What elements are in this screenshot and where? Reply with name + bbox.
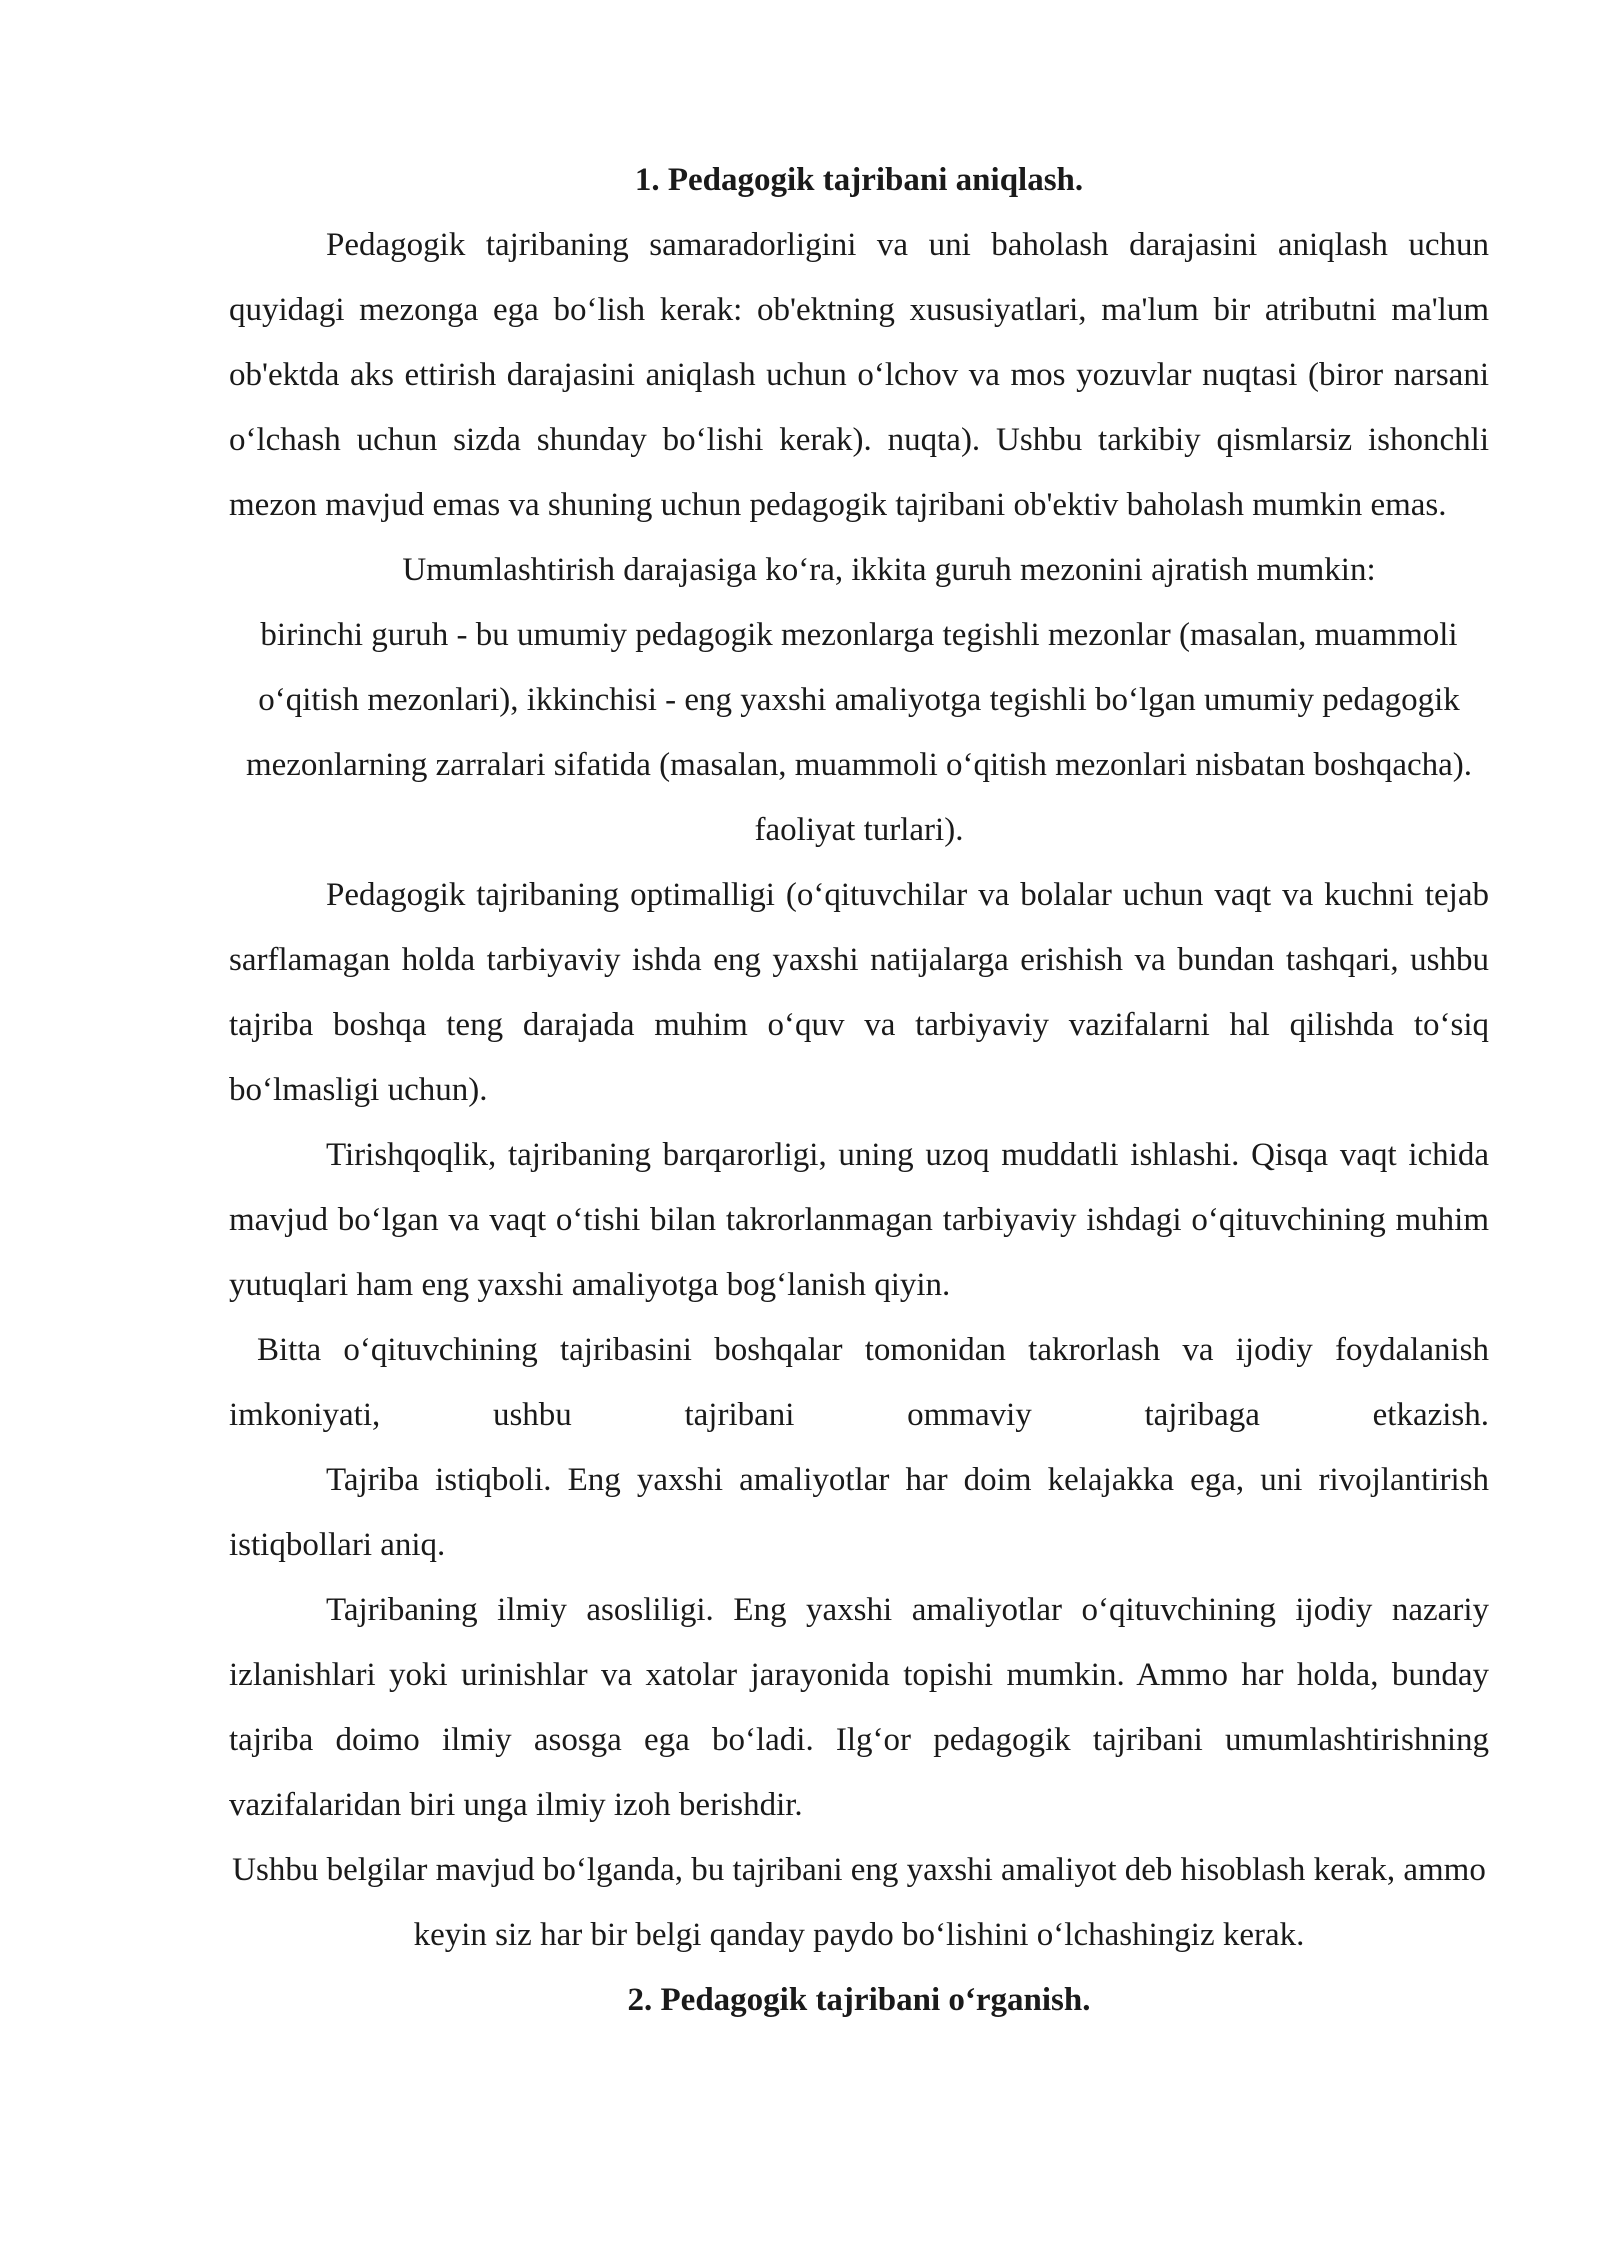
paragraph-scientific-basis: Tajribaning ilmiy asosliligi. Eng yaxshi amaliyotlar o‘qituvchining ijodiy nazariy izlanishlari yoki urinishlar va xatolar jarayonida topishi mumkin. Ammo har holda, bunday tajriba doimo ilmiy asosga ega bo‘ladi. Ilg‘or pedagogik tajribani umumlashtirishning vazifalaridan biri unga ilmiy izoh berishdir. [229,1592,1489,1823]
section-2-heading: 2. Pedagogik tajribani o‘rganish. [627,1982,1091,2018]
paragraph-generalization: birinchi guruh - bu umumiy pedagogik mezonlarga tegishli mezonlar (masalan, muammoli o‘qitish mezonlari), ikkinchisi - eng yaxshi amaliyotga tegishli bo‘lgan umumiy pedagogik mezonlarning zarralari sifatida (masalan, muammoli o‘qitish mezonlari nisbatan boshqacha). faoliyat turlari). [245,617,1473,848]
paragraph-conclusion: Ushbu belgilar mavjud bo‘lganda, bu tajribani eng yaxshi amaliyot deb hisoblash kerak, ammo keyin siz har bir belgi qanday paydo bo‘lishini o‘lchashingiz kerak. [232,1852,1486,1953]
paragraph-reproducibility: Bitta o‘qituvchining tajribasini boshqalar tomonidan takrorlash va ijodiy foydalanish imkoniyati, ushbu tajribani ommaviy tajribaga etkazish. [229,1332,1489,1433]
paragraph-generalization-line1: Umumlashtirish darajasiga ko‘ra, ikkita guruh mezonini ajratish mumkin: [402,552,1376,588]
document-page [229,148,1489,2033]
paragraph-persistence: Tirishqoqlik, tajribaning barqarorligi, uning uzoq muddatli ishlashi. Qisqa vaqt ichida mavjud bo‘lgan va vaqt o‘tishi bilan takrorlanmagan tarbiyaviy ishdagi o‘qituvchining muhim yutuqlari ham eng yaxshi amaliyotga bog‘lanish qiyin. [229,1137,1489,1303]
paragraph-criteria: Pedagogik tajribaning samaradorligini va uni baholash darajasini aniqlash uchun quyidagi mezonga ega bo‘lish kerak: ob'ektning xususiyatlari, ma'lum bir atributni ma'lum ob'ektda aks ettirish darajasini aniqlash uchun o‘lchov va mos yozuvlar nuqtasi (biror narsani o‘lchash uchun sizda shunday bo‘lishi kerak). nuqta). Ushbu tarkibiy qismlarsiz ishonchli mezon mavjud emas va shuning uchun pedagogik tajribani ob'ektiv baholash mumkin emas. [229,227,1489,523]
paragraph-optimality: Pedagogik tajribaning optimalligi (o‘qituvchilar va bolalar uchun vaqt va kuchni tejab sarflamagan holda tarbiyaviy ishda eng yaxshi natijalarga erishish va bundan tashqari, ushbu tajriba boshqa teng darajada muhim o‘quv va tarbiyaviy vazifalarni hal qilishda to‘siq bo‘lmasligi uchun). [229,877,1489,1108]
section-1-heading: 1. Pedagogik tajribani aniqlash. [634,162,1084,198]
paragraph-perspective: Tajriba istiqboli. Eng yaxshi amaliyotlar har doim kelajakka ega, uni rivojlantirish istiqbollari aniq. [229,1462,1489,1563]
